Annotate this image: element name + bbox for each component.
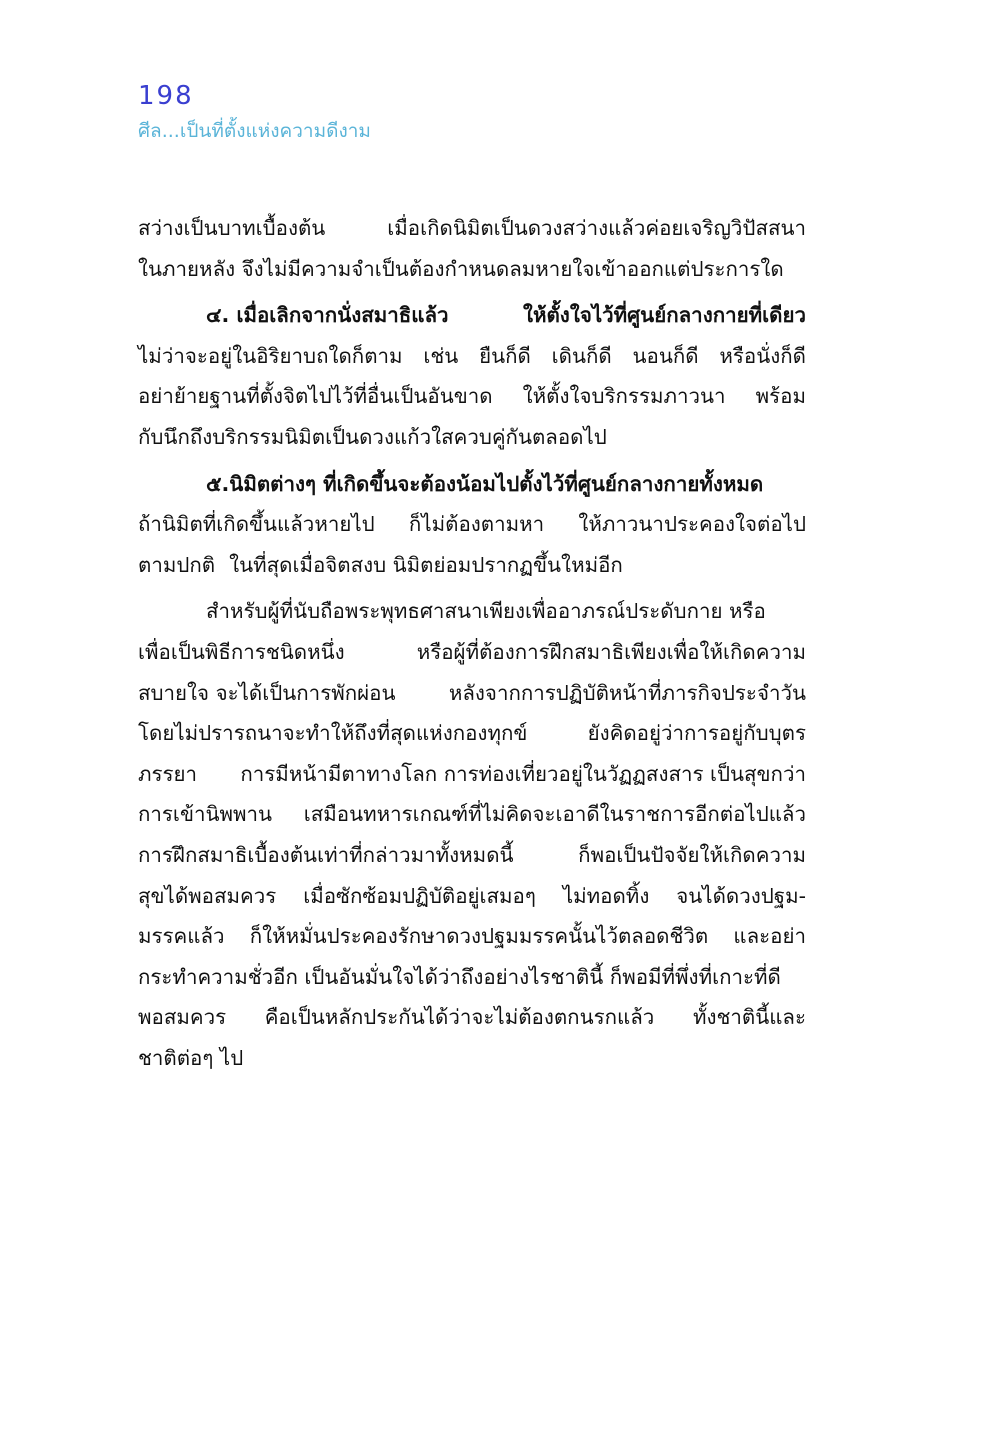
- text-line: [138, 545, 806, 586]
- text-segment: โดยไม่ปรารถนาจะทำให้ถึงที่สุดแห่งกองทุกข์: [138, 721, 528, 746]
- paragraph: [138, 591, 806, 1078]
- text-line: [138, 1038, 806, 1079]
- text-line: [138, 997, 806, 1038]
- text-segment: ในที่สุดเมื่อจิตสงบ นิมิตย่อมปรากฏขึ้นใหม่อีก: [229, 552, 623, 577]
- text-segment: จนได้ดวงปฐม-: [676, 883, 806, 908]
- text-segment: ก็พอเป็นปัจจัยให้เกิดความ: [578, 842, 806, 867]
- section-heading: [138, 295, 806, 336]
- text-segment: การฝึกสมาธิเบื้องต้นเท่าที่กล่าวมาทั้งหมดนี้: [138, 842, 514, 867]
- text-segment: เช่น: [423, 343, 459, 368]
- text-segment: ให้ตั้งใจไว้ที่ศูนย์กลางกายที่เดียว: [522, 303, 806, 328]
- text-segment: เดินก็ดี: [551, 343, 612, 368]
- text-line: [138, 336, 806, 377]
- text-segment: ตามปกติ: [138, 552, 216, 577]
- text-segment: คือเป็นหลักประกันได้ว่าจะไม่ต้องตกนรกแล้ว: [264, 1005, 655, 1030]
- text-line: [138, 916, 806, 957]
- text-segment: และอย่า: [733, 924, 806, 949]
- text-segment: สว่างเป็นบาทเบื้องต้น: [138, 216, 326, 240]
- text-segment: ทั้งชาตินี้และ: [692, 1005, 806, 1030]
- text-segment: ๕.นิมิตต่างๆ ที่เกิดขึ้นจะต้องน้อมไปตั้งไว้ที่ศูนย์กลางกายทั้งหมด: [206, 471, 764, 496]
- text-segment: ยังคิดอยู่ว่าการอยู่กับบุตร: [587, 721, 806, 746]
- text-segment: ก็ไม่ต้องตามหา: [408, 512, 545, 537]
- text-segment: อย่าย้ายฐานที่ตั้งจิตไปไว้ที่อื่นเป็นอันขาด: [138, 384, 493, 409]
- text-segment: ยืนก็ดี: [479, 343, 531, 368]
- text-segment: ให้ตั้งใจบริกรรมภาวนา: [522, 384, 726, 409]
- text-segment: ไม่ทอดทิ้ง: [562, 883, 650, 908]
- text-segment: ไม่ว่าจะอยู่ในอิริยาบถใดก็ตาม: [138, 343, 403, 368]
- text-line: [138, 504, 806, 545]
- text-line: [138, 754, 806, 795]
- text-segment: ชาติต่อๆ ไป: [138, 1045, 244, 1070]
- text-segment: หลังจากการปฏิบัติหน้าที่ภารกิจประจำวัน: [448, 680, 806, 705]
- running-title: ศีล...เป็นที่ตั้งแห่งความดีงาม: [138, 120, 371, 142]
- text-segment: เมื่อเกิดนิมิตเป็นดวงสว่างแล้วค่อยเจริญวิปัสสนา: [387, 216, 806, 240]
- text-segment: สุขได้พอสมควร: [138, 883, 277, 908]
- paragraph: [138, 208, 806, 289]
- text-segment: หรือผู้ที่ต้องการฝึกสมาธิเพียงเพื่อให้เกิดความ: [416, 639, 806, 664]
- text-line: [138, 835, 806, 876]
- text-line: [138, 794, 806, 835]
- text-segment: เมื่อซักซ้อมปฏิบัติอยู่เสมอๆ: [303, 883, 536, 908]
- text-segment: พอสมควร: [138, 1005, 227, 1030]
- page-header: [138, 80, 371, 144]
- text-line: [138, 673, 806, 714]
- text-segment: ๔. เมื่อเลิกจากนั่งสมาธิแล้ว: [206, 303, 449, 328]
- text-segment: หรือนั่งก็ดี: [719, 343, 806, 368]
- section-heading: [138, 464, 806, 505]
- text-segment: ก็ให้หมั่นประคองรักษาดวงปฐมมรรคนั้นไว้ตลอดชีวิต: [249, 924, 709, 949]
- text-segment: ภรรยา: [138, 761, 198, 786]
- text-segment: นอนก็ดี: [632, 343, 699, 368]
- text-line: [138, 591, 806, 632]
- text-segment: เสมือนทหารเกณฑ์ที่ไม่คิดจะเอาดีในราชการอีกต่อไปแล้ว: [303, 802, 806, 827]
- text-segment: เพื่อเป็นพิธีการชนิดหนึ่ง: [138, 639, 345, 664]
- text-segment: สบายใจ จะได้เป็นการพักผ่อน: [138, 680, 396, 705]
- text-segment: ถ้านิมิตที่เกิดขึ้นแล้วหายไป: [138, 512, 375, 537]
- paragraph: [138, 464, 806, 586]
- text-segment: พร้อม: [755, 384, 806, 409]
- text-segment: กระทำความชั่วอีก เป็นอันมั่นใจได้ว่าถึงอย่างไรชาตินี้ ก็พอมีที่พึ่งที่เกาะที่ดี: [138, 964, 781, 989]
- text-line: [138, 632, 806, 673]
- text-segment: ให้ภาวนาประคองใจต่อไป: [578, 512, 806, 537]
- text-line: [138, 957, 806, 998]
- text-segment: การเข้านิพพาน: [138, 802, 273, 827]
- text-line: [138, 208, 806, 249]
- text-line: [138, 417, 806, 458]
- text-segment: สำหรับผู้ที่นับถือพระพุทธศาสนาเพียงเพื่ออาภรณ์ประดับกาย หรือ: [206, 599, 766, 624]
- text-line: [138, 876, 806, 917]
- text-segment: กับนึกถึงบริกรรมนิมิตเป็นดวงแก้วใสควบคู่กันตลอดไป: [138, 424, 607, 449]
- text-segment: ในภายหลัง จึงไม่มีความจำเป็นต้องกำหนดลมหายใจเข้าออกแต่ประการใด: [138, 256, 784, 281]
- page-number: 198: [138, 81, 194, 111]
- text-segment: มรรคแล้ว: [138, 924, 225, 949]
- text-line: [138, 249, 806, 290]
- text-line: [138, 376, 806, 417]
- text-line: [138, 713, 806, 754]
- text-segment: การมีหน้ามีตาทางโลก การท่องเที่ยวอยู่ในวัฏฏสงสาร เป็นสุขกว่า: [240, 761, 806, 786]
- body-text: [138, 208, 806, 1078]
- paragraph: [138, 295, 806, 457]
